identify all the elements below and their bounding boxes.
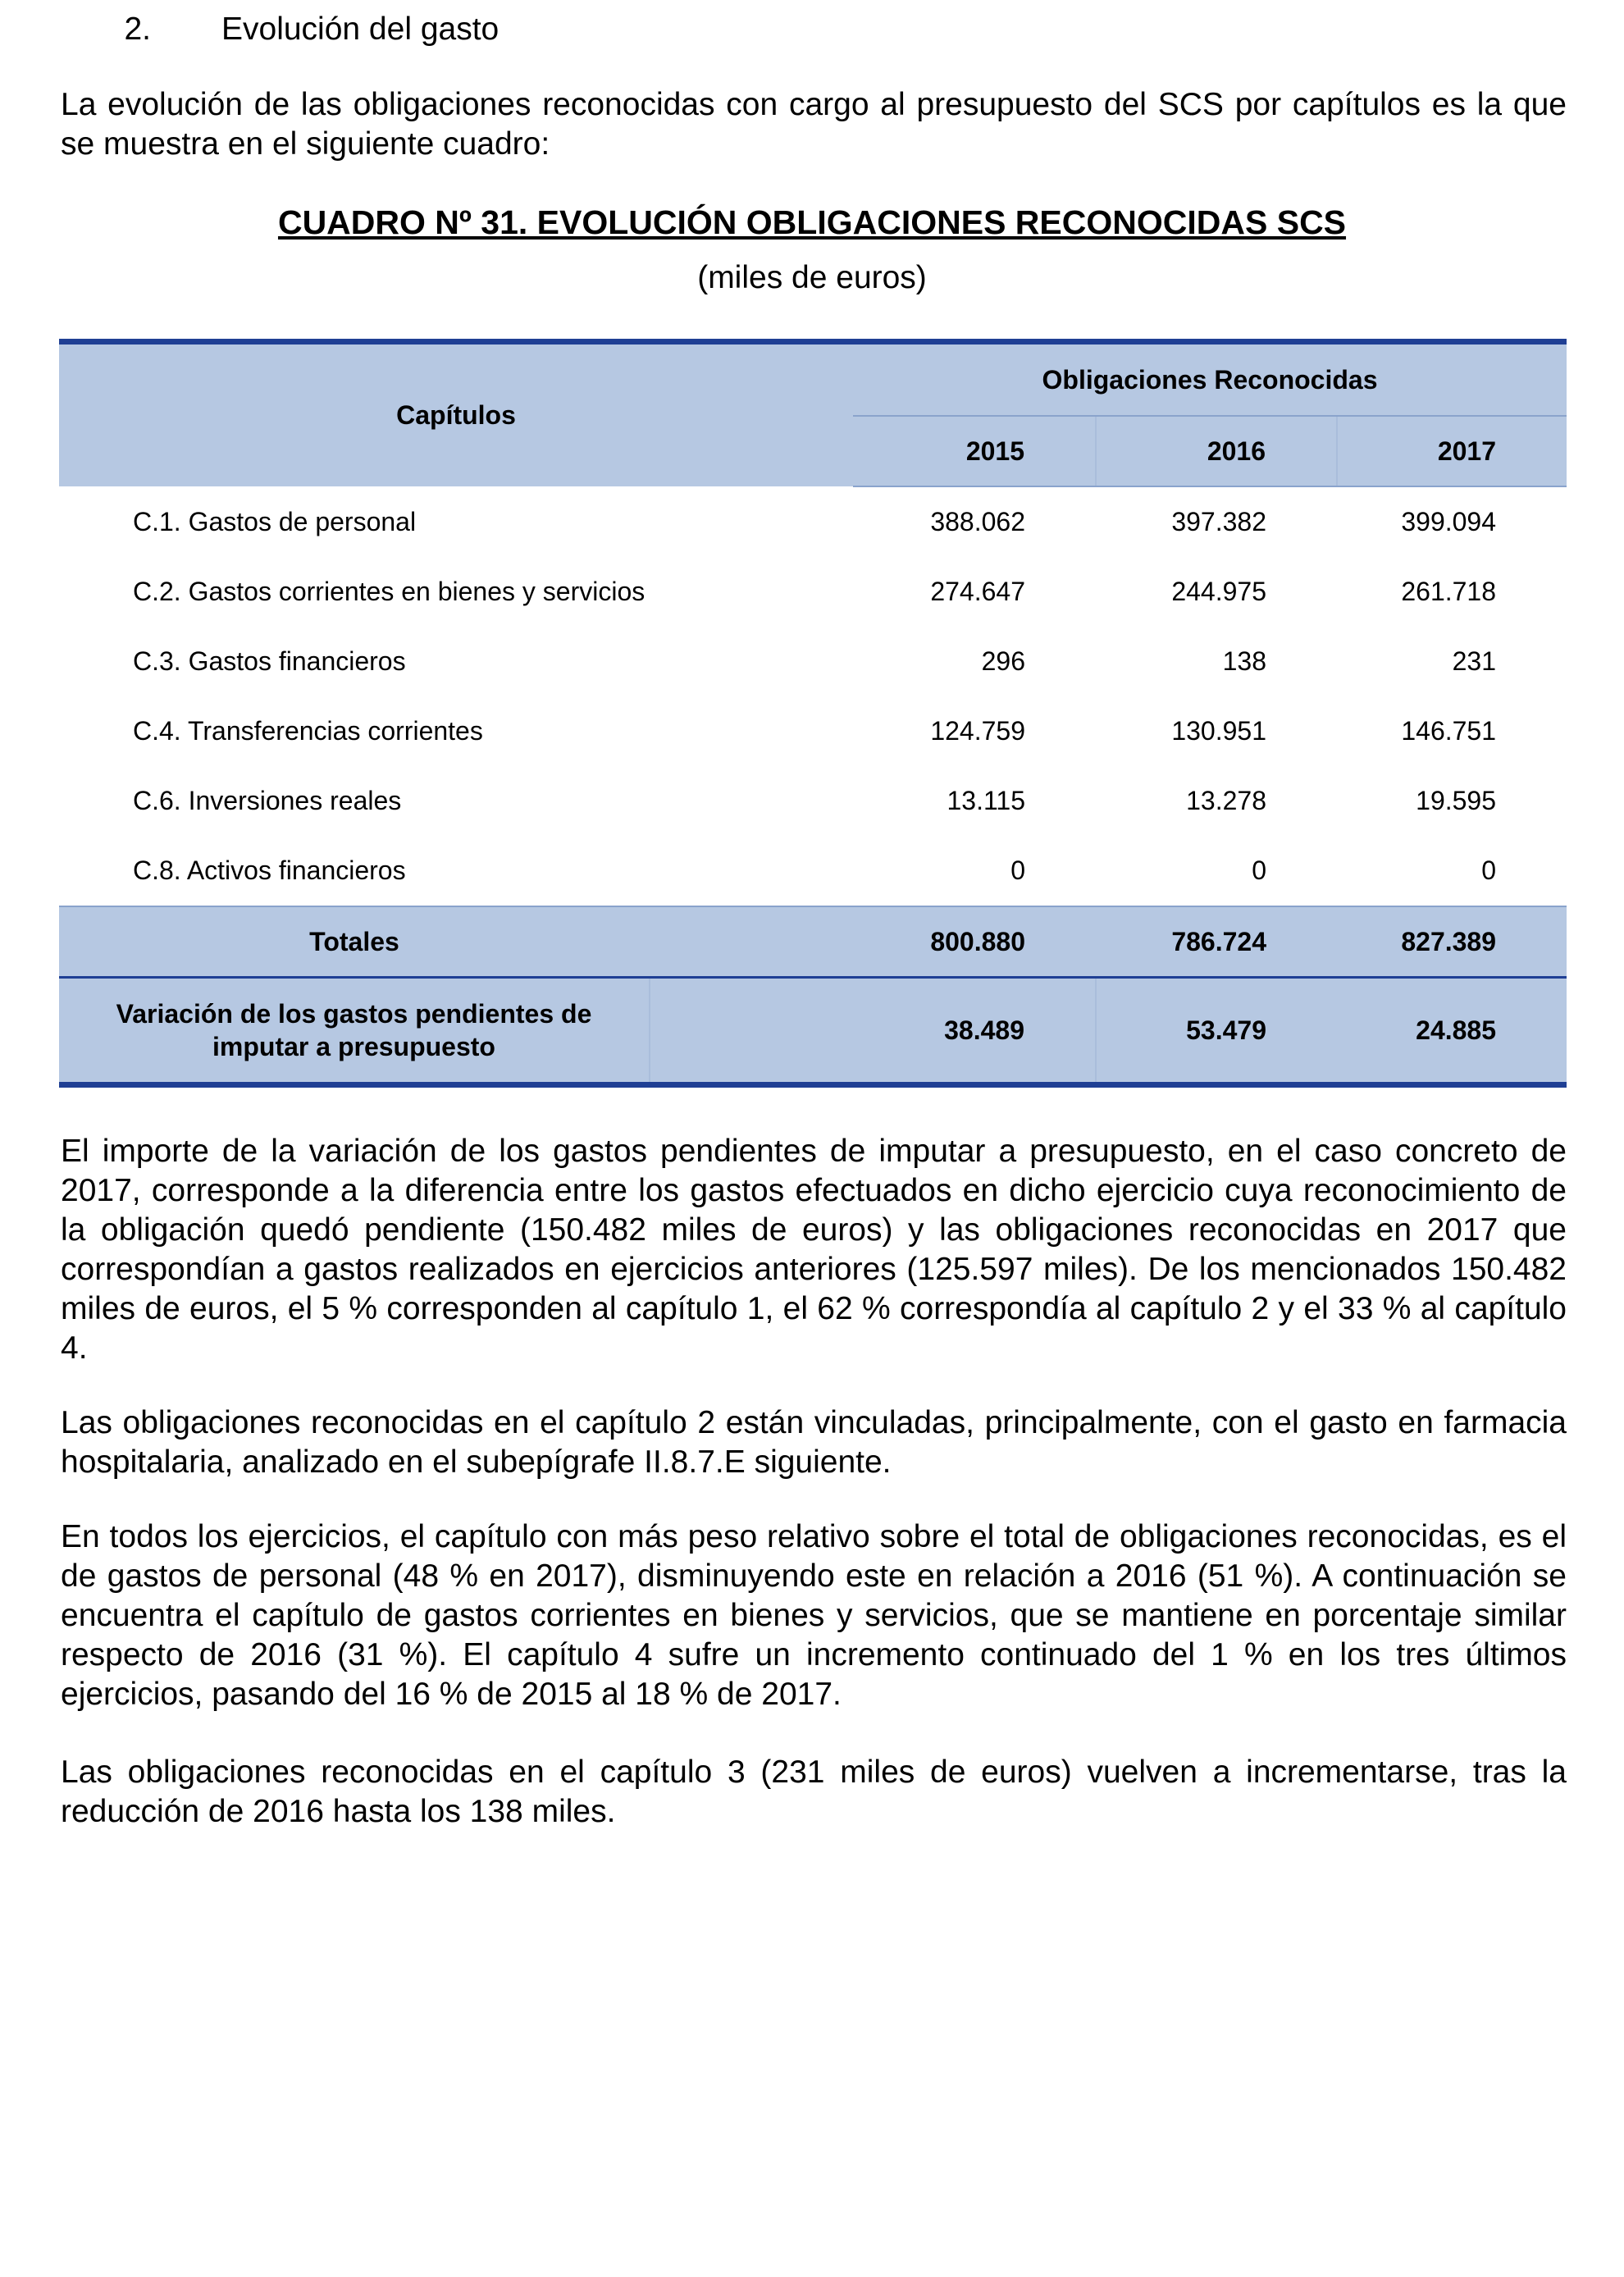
row-label: C.3. Gastos financieros xyxy=(133,646,406,676)
obligations-table xyxy=(59,339,1567,1088)
row-value-2017: 399.094 xyxy=(1401,507,1497,536)
row-value-2017: 146.751 xyxy=(1401,716,1497,746)
table-row xyxy=(59,766,1567,836)
row-value-2017: 231 xyxy=(1452,646,1497,676)
row-label: C.2. Gastos corrientes en bienes y servicios xyxy=(133,577,645,606)
table-row xyxy=(59,696,1567,766)
row-value-2016: 397.382 xyxy=(1171,507,1266,536)
row-label: C.4. Transferencias corrientes xyxy=(133,716,483,746)
row-value-2015: 274.647 xyxy=(930,577,1025,606)
body-paragraph-2: Las obligaciones reconocidas en el capítulo 2 están vinculadas, principalmente, con el gasto en farmacia hospitalaria, analizado en el subepígrafe II.8.7.E siguiente. xyxy=(61,1405,1567,1480)
row-value-2017: 0 xyxy=(1481,856,1497,885)
row-label: C.8. Activos financieros xyxy=(133,856,406,885)
row-value-2015: 0 xyxy=(1010,856,1025,885)
header-capitulos: Capítulos xyxy=(59,342,853,487)
totals-value-2016: 786.724 xyxy=(1096,906,1337,978)
table-header-row xyxy=(59,342,1567,417)
totals-value-2015: 800.880 xyxy=(853,906,1096,978)
section-title: Evolución del gasto xyxy=(221,11,500,47)
variation-label: Variación de los gastos pendientes de imputar a presupuesto xyxy=(59,978,650,1085)
table-row xyxy=(59,627,1567,696)
row-value-2017: 19.595 xyxy=(1416,786,1497,815)
row-value-2015: 296 xyxy=(981,646,1025,676)
table-row xyxy=(59,836,1567,906)
section-heading xyxy=(61,7,499,52)
table-row xyxy=(59,557,1567,627)
intro-paragraph: La evolución de las obligaciones reconocidas con cargo al presupuesto del SCS por capítulos es la que se muestra en el siguiente cuadro: xyxy=(61,87,1567,162)
table-title: CUADRO Nº 31. EVOLUCIÓN OBLIGACIONES RECONOCIDAS SCS xyxy=(277,203,1347,241)
row-value-2016: 13.278 xyxy=(1186,786,1266,815)
header-obligaciones: Obligaciones Reconocidas xyxy=(853,342,1567,417)
header-year-2017: 2017 xyxy=(1337,416,1567,486)
variation-row xyxy=(59,978,1567,1085)
row-label: C.6. Inversiones reales xyxy=(133,786,402,815)
variation-value-2017: 24.885 xyxy=(1337,978,1567,1085)
table-row xyxy=(59,486,1567,557)
variation-value-2016: 53.479 xyxy=(1096,978,1337,1085)
totals-row xyxy=(59,906,1567,978)
row-value-2016: 130.951 xyxy=(1171,716,1266,746)
row-value-2016: 138 xyxy=(1222,646,1266,676)
row-value-2016: 0 xyxy=(1252,856,1266,885)
header-year-2016: 2016 xyxy=(1096,416,1337,486)
section-number: 2. xyxy=(124,11,151,47)
body-paragraph-4: Las obligaciones reconocidas en el capítulo 3 (231 miles de euros) vuelven a incrementarse, tras la reducción de 2016 hasta los 138 miles. xyxy=(61,1755,1567,1829)
row-value-2015: 124.759 xyxy=(930,716,1025,746)
row-label: C.1. Gastos de personal xyxy=(133,506,417,536)
body-paragraph-3: En todos los ejercicios, el capítulo con más peso relativo sobre el total de obligaciones reconocidas, es el de gastos de personal (48 % en 2017), disminuyendo este en relación a 2016 (51 %). A continuación se encuentra el capítulo de gastos corrientes en bienes y servicios, que se mantiene en porcentaje similar respecto de 2016 (31 %). El capítulo 4 sufre un incremento continuado del 1 % en los tres últimos ejercicios, pasando del 16 % de 2015 al 18 % de 2017. xyxy=(61,1519,1567,1712)
header-year-2015: 2015 xyxy=(853,416,1096,486)
row-value-2017: 261.718 xyxy=(1401,577,1497,606)
row-value-2016: 244.975 xyxy=(1171,577,1266,606)
body-paragraph-1: El importe de la variación de los gastos pendientes de imputar a presupuesto, en el caso concreto de 2017, corresponde a la diferencia entre los gastos efectuados en dicho ejercicio cuya reconocimiento de la obligación quedó pendiente (150.482 miles de euros) y las obligaciones reconocidas en 2017 que correspondían a gastos realizados en ejercicios anteriores (125.597 miles). De los mencionados 150.482 miles de euros, el 5 % corresponden al capítulo 1, el 62 % correspondía al capítulo 2 y el 33 % al capítulo 4. xyxy=(61,1134,1567,1366)
row-value-2015: 13.115 xyxy=(947,786,1025,815)
variation-value-2015: 38.489 xyxy=(853,978,1096,1085)
totals-value-2017: 827.389 xyxy=(1337,906,1567,978)
row-value-2015: 388.062 xyxy=(930,507,1025,536)
totals-label: Totales xyxy=(59,906,650,978)
table-subtitle: (miles de euros) xyxy=(697,260,927,295)
